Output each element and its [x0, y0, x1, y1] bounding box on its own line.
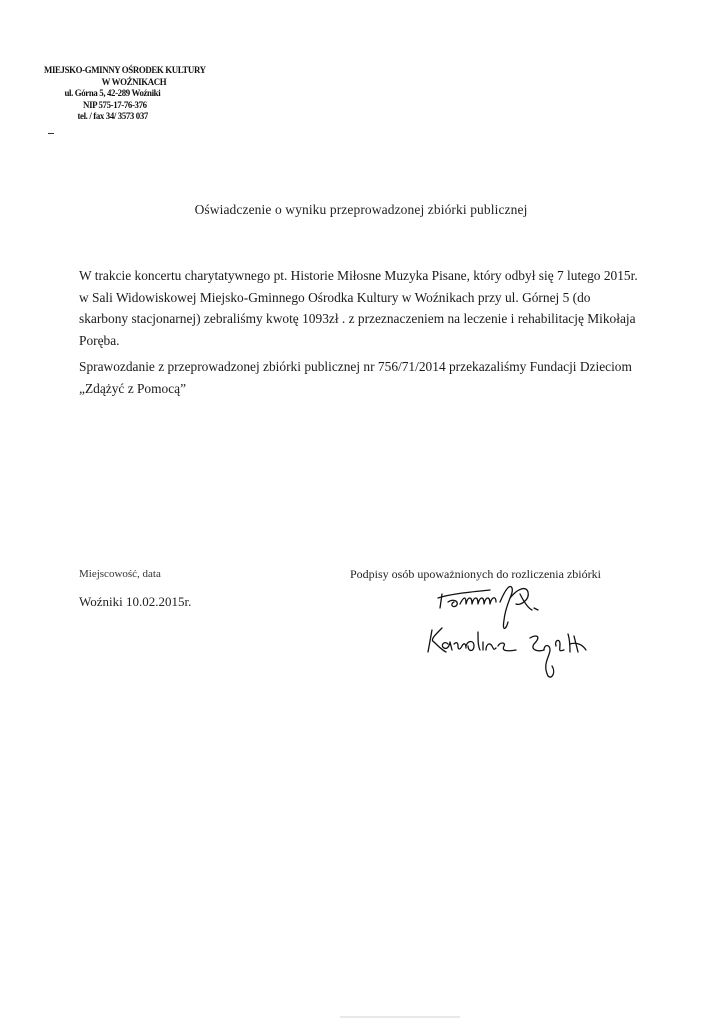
handwritten-signatures: [420, 580, 620, 690]
place-date-value: Woźniki 10.02.2015r.: [79, 594, 192, 609]
stamp-line-address: ul. Górna 5, 42-289 Woźniki: [64, 89, 161, 99]
signature-1: [438, 587, 532, 629]
stamp-line-name: MIEJSKO-GMINNY OŚRODEK KULTURY: [44, 66, 206, 76]
signature-2: [428, 608, 586, 677]
stamp-line-phone: tel. / fax 34/ 3573 037: [77, 112, 148, 122]
body-paragraph-report: Sprawozdanie z przeprowadzonej zbiórki publicznej nr 756/71/2014 przekazaliśmy Fundacji Dzieciom „Zdążyć z Pomocą”: [79, 359, 632, 396]
stamp-line-nip: NIP 575-17-76-376: [83, 100, 147, 111]
institution-stamp: [44, 66, 210, 124]
stamp-line-town: W WOŹNIKACH: [101, 77, 167, 88]
scan-edge-mark: [340, 1016, 460, 1018]
signatures-label: Podpisy osób upoważnionych do rozliczenia zbiórki: [350, 567, 601, 581]
place-date-label: Miejscowość, data: [79, 568, 161, 580]
stamp-dash-mark: [48, 133, 54, 134]
body-paragraph-collection: W trakcie koncertu charytatywnego pt. Historie Miłosne Muzyka Pisane, który odbył się 7 lutego 2015r. w Sali Widowiskowej Miejsko-Gminnego Ośrodka Kultury w Woźnikach przy ul. Górnej 5 (do skarbony stacjonarnej) zebraliśmy kwotę 1093zł . z przeznaczeniem na leczenie i rehabilitację Mikołaja Poręba.: [79, 268, 638, 348]
document-title: Oświadczenie o wyniku przeprowadzonej zbiórki publicznej: [194, 202, 528, 217]
